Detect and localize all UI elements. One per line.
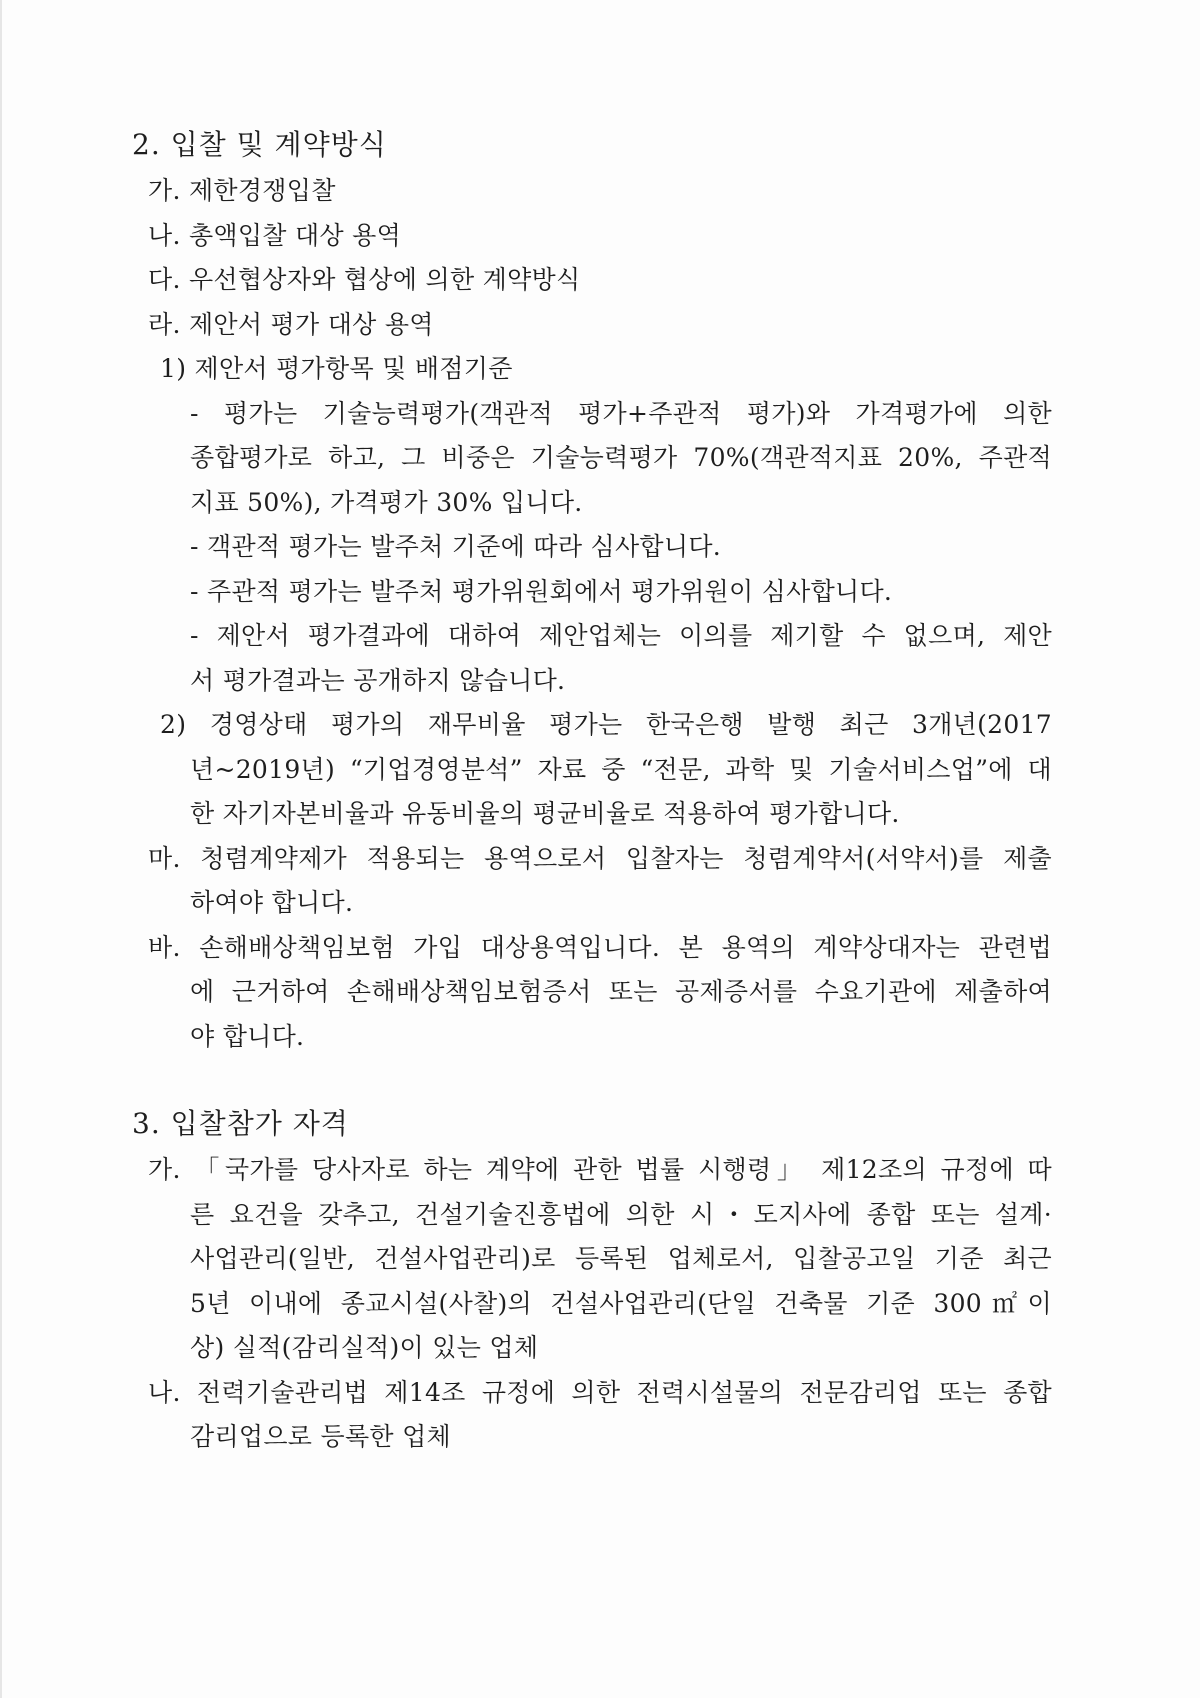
s3-item-ga-line-1: 가. 「국가를 당사자로 하는 계약에 관한 법률 시행령」 제12조의 규정에 따	[148, 1155, 1052, 1184]
item-ba-line-2: 에 근거하여 손해배상책임보험증서 또는 공제증서를 수요기관에 제출하여	[190, 977, 1052, 1006]
item-ra-2-line-2: 년~2019년) “기업경영분석” 자료 중 “전문, 과학 및 기술서비스업”에 대	[190, 755, 1052, 784]
s3-item-ga-line-2: 른 요건을 갖추고, 건설기술진흥법에 의한 시・도지사에 종합 또는 설계·	[190, 1200, 1052, 1229]
item-ma-line-1: 마. 청렴계약제가 적용되는 용역으로서 입찰자는 청렴계약서(서약서)를 제출	[148, 844, 1052, 873]
item-ra-2-line-3: 한 자기자본비율과 유동비율의 평균비율로 적용하여 평가합니다.	[190, 799, 900, 828]
item-ra-1: 1) 제안서 평가항목 및 배점기준	[160, 354, 513, 383]
bullet-4-line-2: 서 평가결과는 공개하지 않습니다.	[190, 666, 566, 695]
section-2-title: 2. 입찰 및 계약방식	[132, 128, 387, 161]
item-ra-2-line-1: 2) 경영상태 평가의 재무비율 평가는 한국은행 발행 최근 3개년(2017	[160, 710, 1052, 739]
bullet-2: - 객관적 평가는 발주처 기준에 따라 심사합니다.	[190, 532, 722, 561]
item-ga: 가. 제한경쟁입찰	[148, 176, 336, 205]
item-da: 다. 우선협상자와 협상에 의한 계약방식	[148, 265, 581, 294]
bullet-1-line-2: 종합평가로 하고, 그 비중은 기술능력평가 70%(객관적지표 20%, 주관적	[190, 443, 1052, 472]
item-ba-line-3: 야 합니다.	[190, 1022, 305, 1051]
s3-item-ga-line-3: 사업관리(일반, 건설사업관리)로 등록된 업체로서, 입찰공고일 기준 최근	[190, 1244, 1052, 1273]
item-ma-line-2: 하여야 합니다.	[190, 888, 354, 917]
s3-item-ga-line-4: 5년 이내에 종교시설(사찰)의 건설사업관리(단일 건축물 기준 300㎡이	[190, 1289, 1052, 1318]
item-na: 나. 총액입찰 대상 용역	[148, 221, 402, 250]
s3-item-na-line-1: 나. 전력기술관리법 제14조 규정에 의한 전력시설물의 전문감리업 또는 종합	[148, 1378, 1052, 1407]
item-ba-line-1: 바. 손해배상책임보험 가입 대상용역입니다. 본 용역의 계약상대자는 관련법	[148, 933, 1052, 962]
bullet-1-line-1: - 평가는 기술능력평가(객관적 평가+주관적 평가)와 가격평가에 의한	[190, 399, 1052, 428]
item-ra: 라. 제안서 평가 대상 용역	[148, 310, 434, 339]
bullet-3: - 주관적 평가는 발주처 평가위원회에서 평가위원이 심사합니다.	[190, 577, 893, 606]
s3-item-ga-line-5: 상) 실적(감리실적)이 있는 업체	[190, 1333, 539, 1362]
section-3-title: 3. 입찰참가 자격	[132, 1107, 349, 1140]
s3-item-na-line-2: 감리업으로 등록한 업체	[190, 1422, 451, 1451]
bullet-1-line-3: 지표 50%), 가격평가 30% 입니다.	[190, 488, 583, 517]
bullet-4-line-1: - 제안서 평가결과에 대하여 제안업체는 이의를 제기할 수 없으며, 제안	[190, 621, 1052, 650]
